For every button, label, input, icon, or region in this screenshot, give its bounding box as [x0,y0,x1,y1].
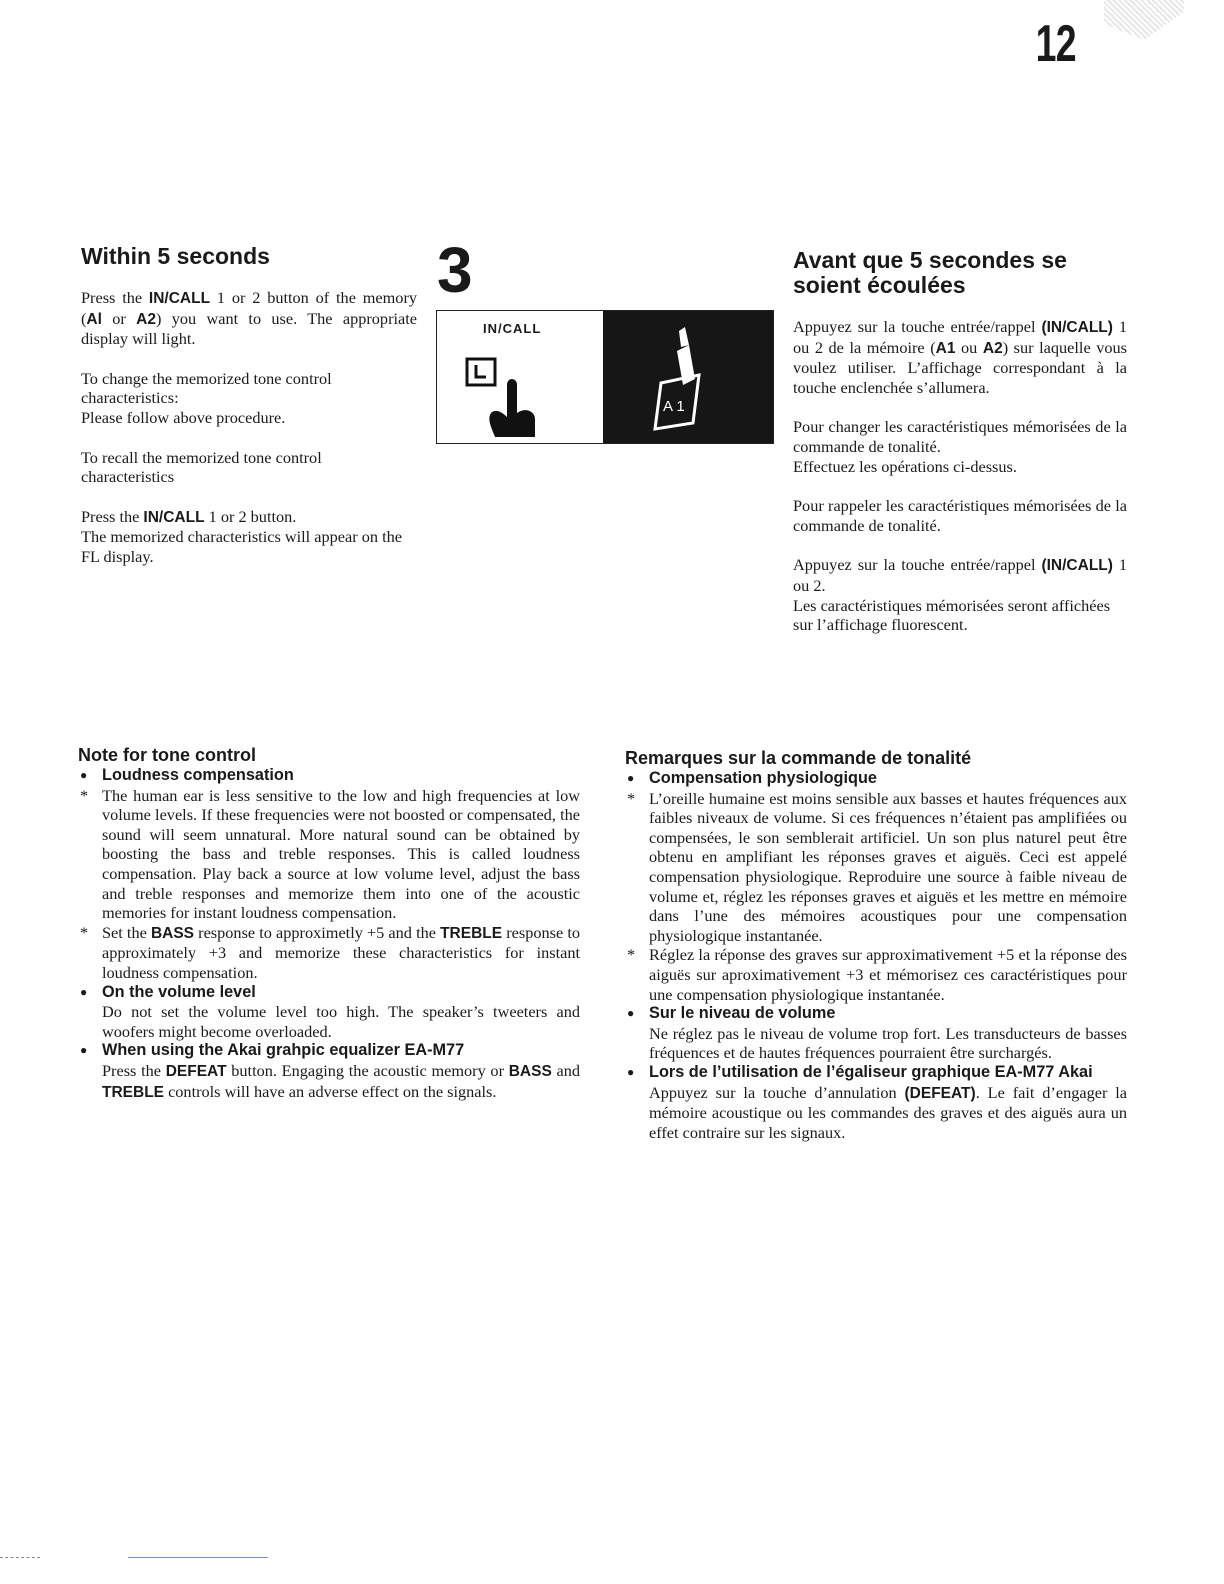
french-p4b: Les caractéristiques mémorisées seront affichées sur l’affichage fluorescent. [793,595,1111,635]
notes-en-equalizer-text: Press the DEFEAT button. Engaging the acoustic memory or BASS and TREBLE controls will have an adverse effect on the signals. [102,1060,581,1101]
notes-en-heading: Note for tone control [78,745,256,765]
english-p2a: To change the memorized tone control characteristics: [81,368,332,408]
english-p4b: The memorized characteristics will appear on the FL display. [81,527,402,566]
english-p1: Press the IN/CALL 1 or 2 button of the memory (Al or A2) you want to use. The appropriate display will light. [81,288,418,349]
french-p2a: Pour changer les caractéristiques mémorisées de la commande de tonalité. [793,417,1127,456]
english-p3: To recall the memorized tone control characteristics [81,447,322,487]
english-instructions [81,244,417,567]
french-heading: Avant que 5 secondes se soient écoulées [793,247,1067,298]
display-text: A 1 [663,398,685,415]
notes-fr-star-1: * L’oreille humaine est moins sensible aux basses et hautes fréquences aux faibles niveaux de volume. Si ces fréquences n’étaient pas amplifiées ou compensées, le son semblerait artificiel. Un son plus naturel peut être obtenu en amplifiant les réponses graves et aiguës. Ceci est appelé compensation physiologique. Reproduire une source à faible niveau de volume et, réglez les réponses graves et aiguës et les mettre en mémoire dans l’une des mémoires acoustiques pour une compensation physiologique instantanée. [625,789,1127,946]
notes-en-volume-text: Do not set the volume level too high. The speaker’s tweeters and woofers might become overloaded. [102,1002,580,1041]
notes-en-bullet-equalizer: ● When using the Akai grahpic equalizer EA-M77 [78,1041,580,1061]
notes-fr-bullet-compensation: ● Compensation physiologique [625,769,1127,789]
step-figure [436,310,774,444]
footer-line [128,1557,268,1558]
english-heading: Within 5 seconds [81,243,270,269]
english-p2b: Please follow above procedure. [81,407,286,427]
notes-en-bullet-volume: ● On the volume level [78,983,580,1003]
french-p2b: Effectuez les opérations ci-dessus. [793,456,1017,476]
page-corner-texture [1084,0,1184,40]
display-indicator-icon [649,325,729,435]
english-p4a: Press the IN/CALL 1 or 2 button. [81,506,297,526]
notes-fr-bullet-volume: ● Sur le niveau de volume [625,1004,1127,1024]
french-p3: Pour rappeler les caractéristiques mémorisées de la commande de tonalité. [793,496,1127,535]
notes-fr-equalizer-text: Appuyez sur la touche d’annulation (DEFEAT). Le fait d’engager la mémoire acoustique ou les commandes des graves et des aiguës aura un effet contraire sur les signaux. [649,1082,1127,1142]
notes-fr-volume-text: Ne réglez pas le niveau de volume trop fort. Les transducteurs de basses fréquences et de hautes fréquences pourraient être surchargés. [649,1023,1127,1063]
notes-en-bullet-loudness: ● Loudness compensation [78,766,580,786]
notes-fr-star-2: * Réglez la réponse des graves sur approximativement +5 et la réponse des aiguës sur aproximativement +3 et mémorisez ces caractéristiques pour une compensation physiologique instantanée. [625,945,1127,1004]
figure-display-panel [603,311,773,443]
notes-french [625,748,1127,1142]
footer-dash-line [0,1557,40,1559]
french-p1: Appuyez sur la touche entrée/rappel (IN/CALL) 1 ou 2 de la mémoire (A1 ou A2) sur laquelle vous voulez utiliser. L’affichage correspondant à la touche enclenchée s’allumera. [793,317,1127,397]
figure-label: IN/CALL [483,321,542,336]
notes-fr-bullet-equalizer: ● Lors de l’utilisation de l’égaliseur graphique EA-M77 Akai [625,1063,1127,1083]
finger-press-icon [449,349,569,441]
notes-fr-heading: Remarques sur la commande de tonalité [625,748,972,768]
notes-english [78,745,580,1102]
french-p4a: Appuyez sur la touche entrée/rappel (IN/CALL) 1 ou 2. [793,555,1127,595]
step-number: 3 [437,234,473,306]
french-instructions [793,248,1127,635]
page-number: 12 [1035,15,1076,73]
notes-en-star-2: * Set the BASS response to approximetly +5 and the TREBLE response to approximately +3 and memorize these characteristics for instant loudness compensation. [78,923,580,983]
notes-en-star-1: * The human ear is less sensitive to the low and high frequencies at low volume levels. If these frequencies were not boosted or compensated, the sound will seem unnatural. More natural sound can be obtained by boosting the bass and treble responses. This is called loudness compensation. Play back a source at low volume level, adjust the bass and treble responses and memorize them into one of the acoustic memories for instant loudness compensation. [78,786,580,923]
